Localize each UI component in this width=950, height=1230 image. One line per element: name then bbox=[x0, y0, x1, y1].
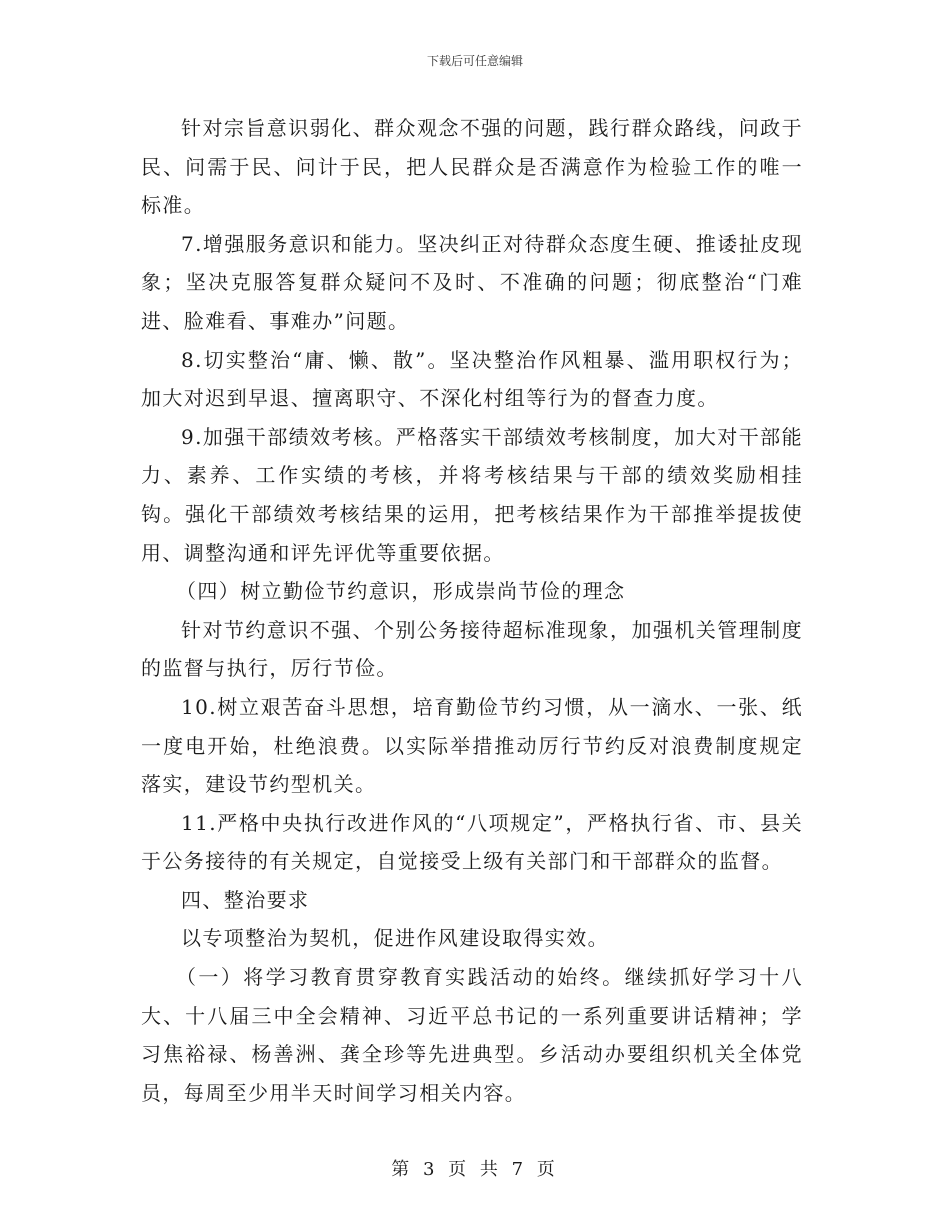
section-heading-4: （四）树立勤俭节约意识，形成崇尚节俭的理念 bbox=[176, 579, 626, 604]
paragraph-requirement-1: （一）将学习教育贯穿教育实践活动的始终。继续抓好学习十八大、十八届三中全会精神、习近平总书记的一系列重要讲话精神；学习焦裕禄、杨善洲、龚全珍等先进典型。乡活动办要组织机关全体党员，每周至少用半天时间学习相关内容。 bbox=[141, 965, 803, 1105]
paragraph-item-9: 9.加强干部绩效考核。严格落实干部绩效考核制度，加大对干部能力、素养、工作实绩的考核，并将考核结果与干部的绩效奖励相挂钩。强化干部绩效考核结果的运用，把考核结果作为干部推举提拔使用、调整沟通和评先评优等重要依据。 bbox=[141, 424, 803, 565]
paragraph-item-7: 7.增强服务意识和能力。坚决纠正对待群众态度生硬、推诿扯皮现象；坚决克服答复群众疑问不及时、不准确的问题；彻底整治“门难进、脸难看、事难办”问题。 bbox=[141, 231, 803, 333]
paragraph-purpose: 针对宗旨意识弱化、群众观念不强的问题，践行群众路线，问政于民、问需于民、问计于民，把人民群众是否满意作为检验工作的唯一标准。 bbox=[141, 116, 803, 218]
page-header: 下载后可任意编辑 bbox=[426, 54, 523, 68]
paragraph-item-10: 10.树立艰苦奋斗思想，培育勤俭节约习惯，从一滴水、一张、纸一度电开始，杜绝浪费。以实际举措推动厉行节约反对浪费制度规定落实，建设节约型机关。 bbox=[141, 694, 803, 797]
paragraph-item-8: 8.切实整治“庸、懒、散”。坚决整治作风粗暴、滥用职权行为；加大对迟到早退、擅离职守、不深化村组等行为的督查力度。 bbox=[141, 347, 803, 411]
paragraph-item-11: 11.严格中央执行改进作风的“八项规定”，严格执行省、市、县关于公务接待的有关规定，自觉接受上级有关部门和干部群众的监督。 bbox=[141, 810, 803, 874]
document-body bbox=[141, 109, 803, 1112]
paragraph-requirements-intro: 以专项整治为契机，促进作风建设取得实效。 bbox=[181, 926, 609, 951]
section-heading-requirements: 四、整治要求 bbox=[181, 887, 310, 912]
paragraph-frugality: 针对节约意识不强、个别公务接待超标准现象，加强机关管理制度的监督与执行，厉行节俭。 bbox=[141, 617, 803, 681]
page-number: 第 3 页 共 7 页 bbox=[391, 1159, 559, 1180]
